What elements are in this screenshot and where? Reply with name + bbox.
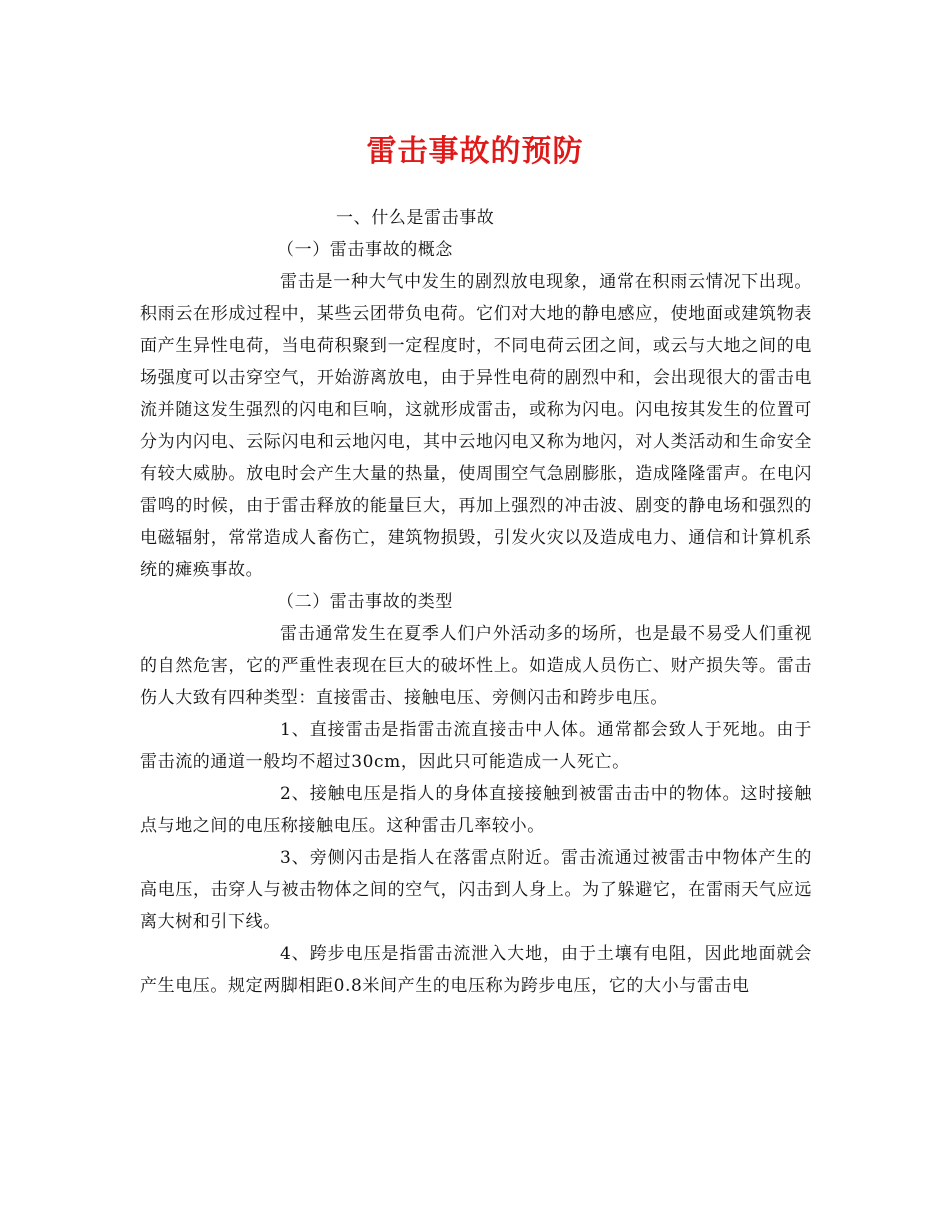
subsection-heading-1: （一）雷击事故的概念 [277, 240, 453, 260]
subsection-heading-2: （二）雷击事故的类型 [277, 592, 453, 612]
list-item-contact-voltage: 2、接触电压是指人的身体直接接触到被雷击击中的物体。这时接触点与地之间的电压称接触电压。这种雷击几率较小。 [140, 784, 812, 836]
paragraph-concept: 雷击是一种大气中发生的剧烈放电现象，通常在积雨云情况下出现。积雨云在形成过程中，某些云团带负电荷。它们对大地的静电感应，使地面或建筑物表面产生异性电荷，当电荷积聚到一定程度时，不同电荷云团之间，或云与大地之间的电场强度可以击穿空气，开始游离放电，由于异性电荷的剧烈中和，会出现很大的雷击电流并随这发生强烈的闪电和巨响，这就形成雷击，或称为闪电。闪电按其发生的位置可分为内闪电、云际闪电和云地闪电，其中云地闪电又称为地闪，对人类活动和生命安全有较大威胁。放电时会产生大量的热量，使周围空气急剧膨胀，造成隆隆雷声。在电闪雷鸣的时候，由于雷击释放的能量巨大，再加上强烈的冲击波、剧变的静电场和强烈的电磁辐射，常常造成人畜伤亡，建筑物损毁，引发火灾以及造成电力、通信和计算机系统的瘫痪事故。 [140, 272, 812, 580]
section-heading-1: 一、什么是雷击事故 [336, 208, 495, 228]
document-body [140, 202, 812, 1002]
list-item-step-voltage: 4、跨步电压是指雷击流泄入大地，由于土壤有电阻，因此地面就会产生电压。规定两脚相距0.8米间产生的电压称为跨步电压，它的大小与雷击电 [140, 944, 812, 996]
list-item-direct-strike: 1、直接雷击是指雷击流直接击中人体。通常都会致人于死地。由于雷击流的通道一般均不超过30cm，因此只可能造成一人死亡。 [140, 720, 812, 772]
list-item-side-flash: 3、旁侧闪击是指人在落雷点附近。雷击流通过被雷击中物体产生的高电压，击穿人与被击物体之间的空气，闪击到人身上。为了躲避它，在雷雨天气应远离大树和引下线。 [140, 848, 812, 932]
paragraph-types: 雷击通常发生在夏季人们户外活动多的场所，也是最不易受人们重视的自然危害，它的严重性表现在巨大的破坏性上。如造成人员伤亡、财产损失等。雷击伤人大致有四种类型：直接雷击、接触电压、旁侧闪击和跨步电压。 [140, 624, 812, 708]
document-title: 雷击事故的预防 [366, 134, 584, 169]
